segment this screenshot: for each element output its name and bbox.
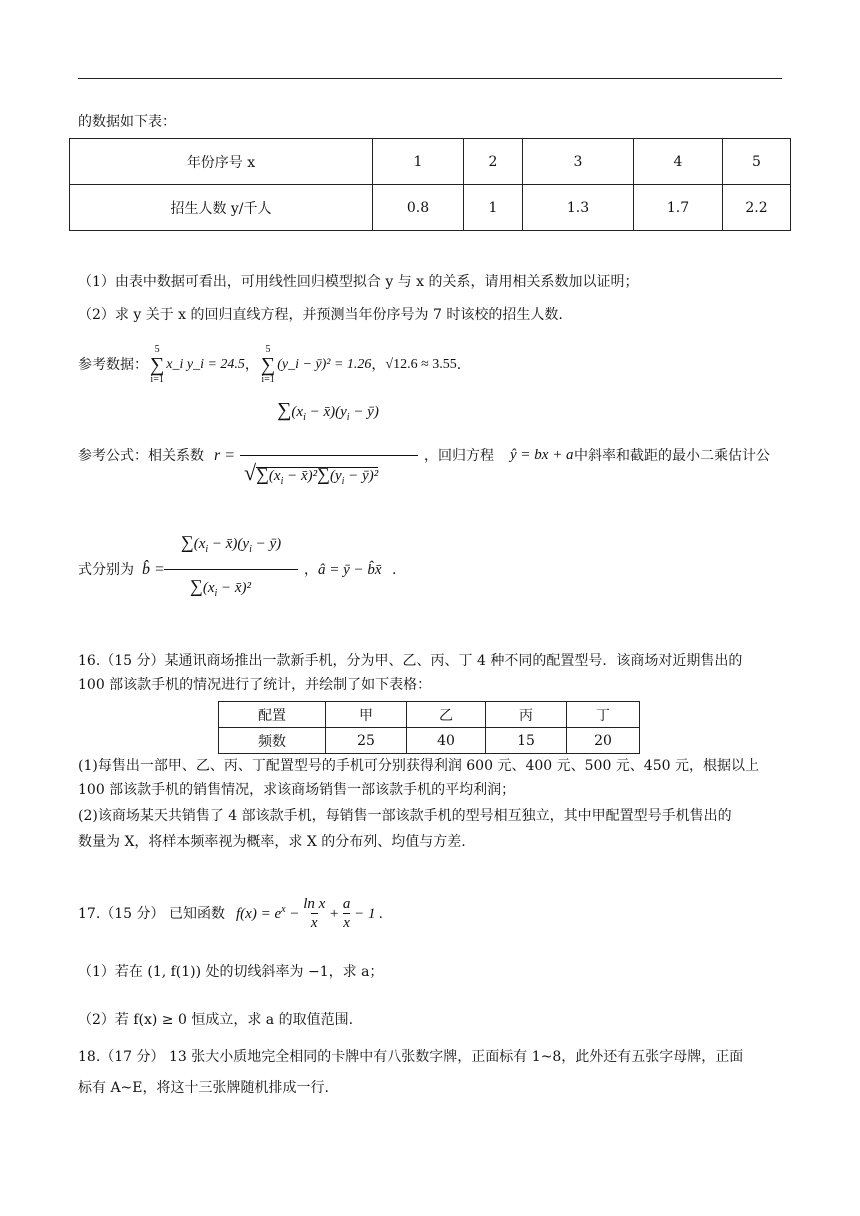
fraction-bar: [164, 569, 298, 570]
b-numerator: $\sum(x_i$ − $x̄)(y_i$ − ȳ): [180, 532, 282, 555]
r-denominator: $√\sum(x_i$ − $x̄)^2\sum(y_i$ − ȳ)²: [244, 460, 379, 487]
sum-symbol: 5 ∑ i=1: [150, 344, 165, 385]
ref-formula-label: 参考公式：相关系数: [78, 448, 204, 464]
regression-eq: ŷ = bx + a: [510, 447, 574, 463]
table-cell: 2: [464, 139, 523, 185]
ref-data-3: √12.6 ≈ 3.55: [385, 356, 457, 372]
table-header: 乙: [407, 702, 486, 728]
table-cell: 20: [567, 728, 640, 754]
table-cell: 频数: [219, 728, 326, 754]
ref-formula-a: â = ȳ − b̂x̄: [318, 562, 382, 578]
ref-data-1: x_i y_i = 24.5: [166, 356, 245, 372]
q18-line1: 18.（17 分） 13 张大小质地完全相同的卡牌中有八张数字牌，正面标有 1~8，此外还有五张字母牌，正面: [78, 1049, 744, 1065]
b-hat-symbol: b̂ =: [142, 561, 165, 578]
q17-title: 17.（15 分） 已知函数: [78, 906, 225, 922]
q17-part2: （2）若 f(x) ≥ 0 恒成立，求 a 的取值范围.: [78, 1012, 354, 1028]
q18-line2: 标有 A~E，将这十三张牌随机排成一行.: [78, 1080, 329, 1096]
table-header-year: 年份序号 x: [70, 139, 373, 185]
table-header-enroll: 招生人数 y/千人: [70, 185, 373, 231]
ref-formula-mid: ，回归方程: [424, 448, 494, 464]
ref-formula-tail: 中斜率和截距的最小二乘估计公: [574, 448, 770, 464]
table-cell: 4: [634, 139, 723, 185]
table-cell: 1.7: [634, 185, 723, 231]
ref-data-label: 参考数据：: [78, 356, 148, 373]
table-cell: 5: [723, 139, 791, 185]
q15-part2: （2）求 y 关于 x 的回归直线方程，并预测当年份序号为 7 时该校的招生人数.: [78, 307, 563, 323]
fraction-bar: [240, 455, 418, 456]
ref-data-2: (y_i − ȳ)² = 1.26: [277, 356, 372, 372]
q16-line2: 100 部该款手机的情况进行了统计，并绘制了如下表格：: [78, 677, 432, 693]
table-cell: 15: [486, 728, 567, 754]
table-cell: 40: [407, 728, 486, 754]
q16-p2-line1: (2)该商场某天共销售了 4 部该款手机，每销售一部该款手机的型号相互独立，其中甲配置型号手机售出的: [78, 808, 732, 824]
table-cell: 2.2: [723, 185, 791, 231]
q17-part1: （1）若在 (1, f(1)) 处的切线斜率为 −1，求 a；: [78, 964, 384, 980]
table-cell: 1: [464, 185, 523, 231]
table-cell: 3: [523, 139, 634, 185]
table-header: 丙: [486, 702, 567, 728]
table-cell: 0.8: [373, 185, 464, 231]
q15-part1: （1）由表中数据可看出，可用线性回归模型拟合 y 与 x 的关系，请用相关系数加以证明；: [78, 274, 639, 290]
ref-data-line: 参考数据： 5 ∑ i=1 x_i y_i = 24.5 ， 5 ∑ i=1 (y_i − ȳ)² = 1.26 ， √12.6 ≈ 3.55 .: [78, 344, 462, 385]
r-symbol: r =: [214, 447, 236, 464]
table-header: 甲: [326, 702, 407, 728]
q17-func: $f(x) = e^x$ − $\frac{\text{ln x}}{x}$ + $\frac{a}{x}$ − 1 .: [236, 896, 384, 931]
enrollment-table: [69, 138, 791, 231]
table-cell: 25: [326, 728, 407, 754]
sum-symbol: 5 ∑ i=1: [260, 344, 276, 385]
b-denominator: $\sum(x_i$ − x̄)²: [190, 576, 252, 599]
table-header: 配置: [219, 702, 326, 728]
ref-formula-label2: 式分别为: [78, 562, 134, 578]
table-header: 丁: [567, 702, 640, 728]
q16-p2-line2: 数量为 X，将样本频率视为概率，求 X 的分布列、均值与方差.: [78, 834, 466, 850]
table-cell: 1: [373, 139, 464, 185]
intro-text: 的数据如下表：: [78, 114, 176, 130]
table-cell: 1.3: [523, 185, 634, 231]
header-rule: [78, 78, 782, 79]
r-numerator: $\sum(x_i$ − $x̄)(y_i$ − ȳ): [277, 399, 379, 423]
q16-line1: 16.（15 分）某通讯商场推出一款新手机，分为甲、乙、丙、丁 4 种不同的配置型号．该商场对近期售出的: [78, 653, 743, 669]
q16-p1-line2: 100 部该款手机的销售情况，求该商场销售一部该款手机的平均利润；: [78, 782, 516, 798]
q16-p1-line1: (1)每售出一部甲、乙、丙、丁配置型号的手机可分别获得利润 600 元、400 元、500 元、450 元，根据以上: [78, 758, 759, 774]
phone-table: [218, 701, 640, 754]
